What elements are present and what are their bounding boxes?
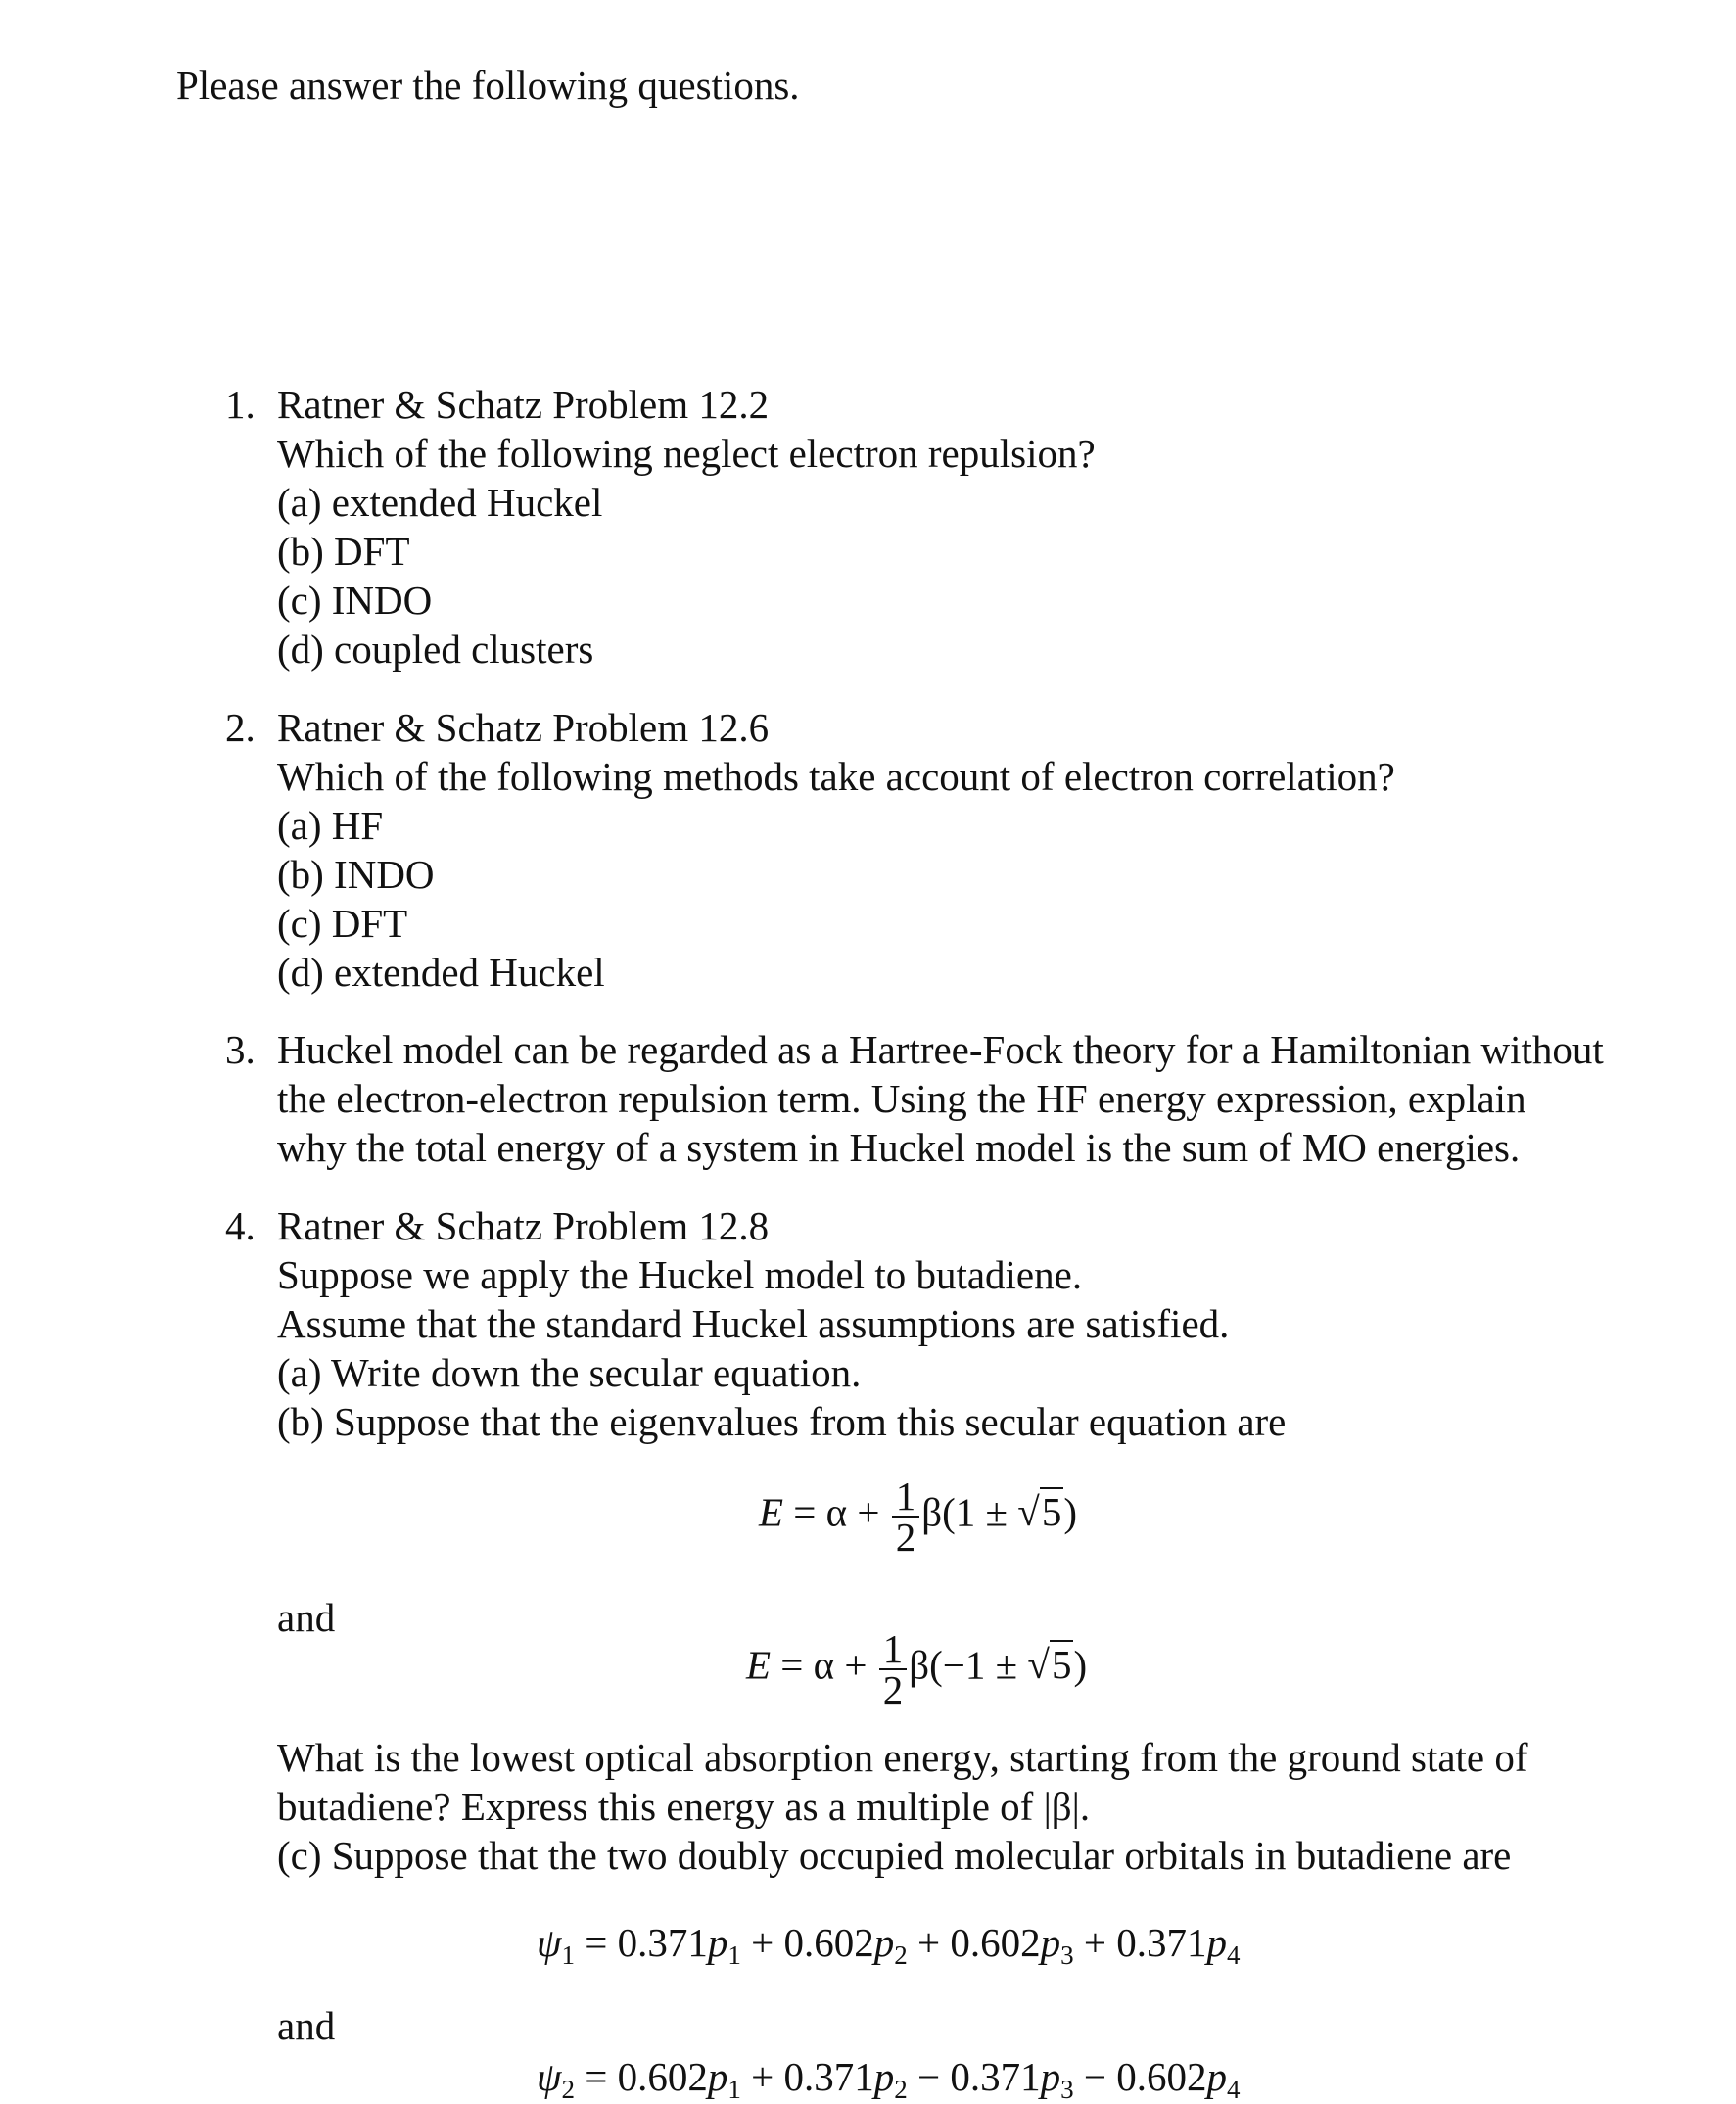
option-d: (d) coupled clusters [277,627,594,672]
question-line: What is the lowest optical absorption energy, starting from the ground state of [277,1735,1528,1780]
square-root: √5 [1027,1642,1072,1688]
term-coefficient: + 0.602 [907,1920,1041,1965]
option-a: (a) extended Huckel [277,480,603,525]
fraction-numerator: 1 [895,1473,916,1519]
question-line: the electron-electron repulsion term. Using the HF energy expression, explain [277,1076,1526,1121]
term-subscript: 3 [1060,1940,1074,1970]
orbital-psi-2 [537,2053,1241,2104]
term [740,1920,908,1970]
term [1073,2054,1241,2104]
question-number: 4. [225,1203,256,1248]
eigenvalue-equation-1 [759,1473,1077,1560]
question-body [277,1201,1589,1446]
eigenvalue-equation-2 [746,1626,1088,1712]
psi-symbol: ψ [537,1920,562,1965]
term-p: p [1040,1920,1061,1965]
fraction-denominator: 2 [895,1515,916,1560]
term [907,2054,1074,2104]
term-coefficient: + 0.602 [740,1920,874,1965]
part-b: (b) Suppose that the eigenvalues from this secular equation are [277,1399,1287,1444]
radicand: 5 [1041,1489,1062,1535]
equation-text: = α + [783,1489,890,1535]
term-subscript: 2 [894,1940,908,1970]
part-a: (a) Write down the secular equation. [277,1350,862,1395]
question-line: Ratner & Schatz Problem 12.6 [277,705,770,750]
question-line: Suppose we apply the Huckel model to butadiene. [277,1252,1083,1297]
term-p: p [707,1920,728,1965]
equation-text: β(1 ± [921,1489,1018,1535]
psi-symbol: ψ [537,2054,562,2099]
radicand: 5 [1051,1642,1072,1688]
question-number: 1. [225,382,256,427]
term-subscript: 2 [894,2075,908,2104]
term-coefficient: + 0.371 [740,2054,874,2099]
term [740,2054,908,2104]
term-p: p [1206,1920,1227,1965]
option-a: (a) HF [277,803,384,848]
energy-symbol: E [746,1642,772,1688]
term-p: p [1040,2054,1061,2099]
term-coefficient: + 0.371 [1073,1920,1207,1965]
option-c: (c) INDO [277,578,433,623]
term-coefficient: − 0.371 [907,2054,1041,2099]
psi-subscript: 1 [561,1940,575,1970]
question-line: Huckel model can be regarded as a Hartree-Fock theory for a Hamiltonian without [277,1027,1604,1072]
orbital-psi-1 [537,1919,1241,1970]
term-subscript: 3 [1060,2075,1074,2104]
connector-and: and [277,1595,336,1640]
fraction-denominator: 2 [882,1667,904,1712]
term-coefficient: = 0.371 [574,1920,708,1965]
fraction-numerator: 1 [882,1626,904,1671]
option-b: (b) INDO [277,852,435,897]
term-p: p [873,2054,895,2099]
term-p: p [1206,2054,1227,2099]
question-line: Ratner & Schatz Problem 12.8 [277,1203,770,1248]
equation-text: ) [1063,1489,1077,1535]
connector-and: and [277,2003,336,2048]
part-c: (c) Suppose that the two doubly occupied molecular orbitals in butadiene are [277,1833,1512,1878]
term-subscript: 1 [727,2075,741,2104]
term-subscript: 4 [1226,2075,1241,2104]
question-body [277,380,1589,674]
question-body [277,1025,1604,1172]
term [1073,1920,1241,1970]
fraction [892,1473,920,1560]
equation-text: ) [1073,1642,1088,1688]
question-line: Assume that the standard Huckel assumptions are satisfied. [277,1301,1230,1346]
term-p: p [707,2054,728,2099]
question-line: Which of the following neglect electron repulsion? [277,431,1096,476]
question-line: butadiene? Express this energy as a multiple of |β|. [277,1784,1091,1829]
equation-text: β(−1 ± [909,1642,1028,1688]
term-subscript: 4 [1226,1940,1241,1970]
question-line: Which of the following methods take account of electron correlation? [277,754,1395,799]
term-subscript: 1 [727,1940,741,1970]
question-number: 2. [225,705,256,750]
question-body [277,703,1589,997]
question-line: why the total energy of a system in Huckel model is the sum of MO energies. [277,1125,1521,1170]
term [574,2054,741,2104]
term-coefficient: = 0.602 [574,2054,708,2099]
equation-text: = α + [771,1642,877,1688]
question-body [277,1733,1589,1880]
energy-symbol: E [759,1489,784,1535]
fraction [879,1626,908,1712]
option-c: (c) DFT [277,901,408,946]
question-number: 3. [225,1027,256,1072]
term [574,1920,741,1970]
intro-text: Please answer the following questions. [176,63,800,108]
term-coefficient: − 0.602 [1073,2054,1207,2099]
square-root: √5 [1017,1489,1062,1535]
question-line: Ratner & Schatz Problem 12.2 [277,382,770,427]
option-b: (b) DFT [277,529,410,574]
term-p: p [873,1920,895,1965]
psi-subscript: 2 [561,2075,575,2104]
option-d: (d) extended Huckel [277,950,605,995]
term [907,1920,1074,1970]
